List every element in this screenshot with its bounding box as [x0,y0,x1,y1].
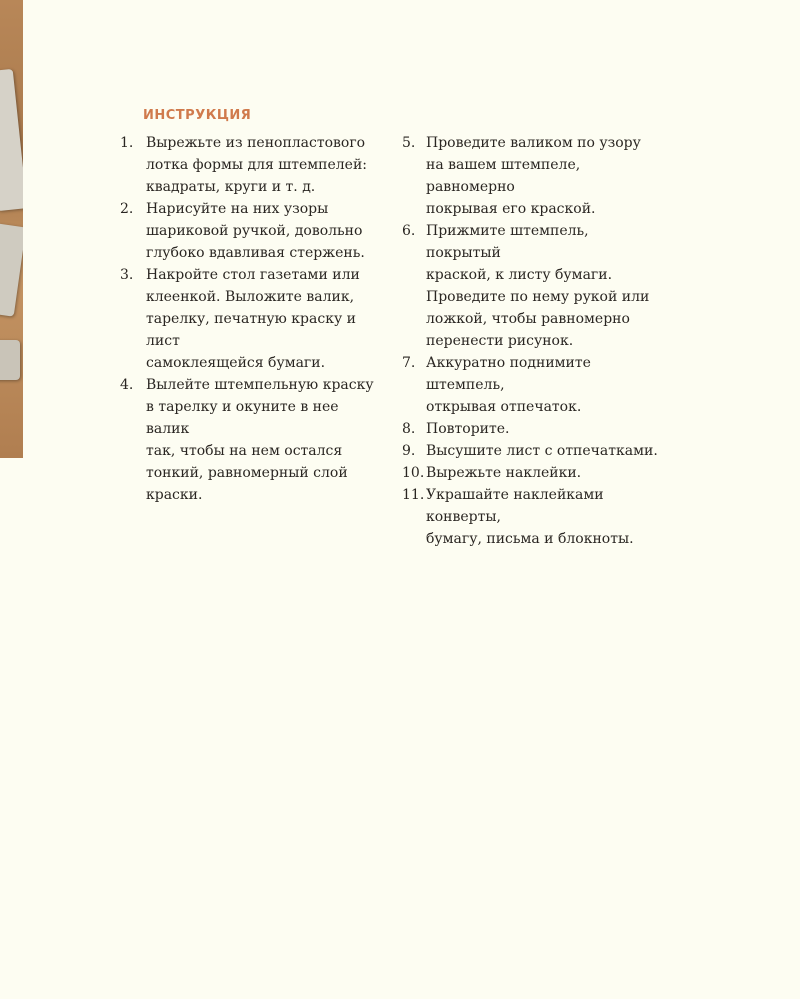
steps-list-left [120,132,380,506]
step-text: Высушите лист с отпечатками. [426,443,658,459]
step-text: Проведите валиком по узору на вашем штемпеле, равномерно покрывая его краской. [426,135,641,217]
step-item [402,440,664,462]
steps-list-right [402,132,664,550]
step-item [120,132,380,198]
step-item [402,352,664,418]
step-text: Вылейте штемпельную краску в тарелку и окуните в нее валик так, чтобы на нем остался тонкий, равномерный слой краски. [146,377,374,503]
instructions-heading: ИНСТРУКЦИЯ [143,108,252,123]
step-text: Вырежьте наклейки. [426,465,582,481]
step-number: 3. [120,267,134,283]
step-text: Нарисуйте на них узоры шариковой ручкой, довольно глубоко вдавливая стержень. [146,201,365,261]
photo-paper-shape [0,340,20,380]
step-text: Прижмите штемпель, покрытый краской, к листу бумаги. Проведите по нему рукой или ложкой, чтобы равномерно перенести рисунок. [426,223,650,349]
step-number: 8. [402,421,416,437]
step-number: 1. [120,135,134,151]
step-text: Аккуратно поднимите штемпель, открывая отпечаток. [426,355,591,415]
step-item [120,198,380,264]
step-item [402,462,664,484]
step-item [120,264,380,374]
step-text: Повторите. [426,421,510,437]
step-number: 2. [120,201,134,217]
step-number: 7. [402,355,416,371]
step-number: 11. [402,487,425,503]
step-item [402,418,664,440]
step-item [120,374,380,506]
step-text: Накройте стол газетами или клеенкой. Выложите валик, тарелку, печатную краску и лист самоклеящейся бумаги. [146,267,360,371]
step-item [402,484,664,550]
photo-paper-shape [0,223,23,316]
step-number: 9. [402,443,416,459]
photo-edge [0,0,23,458]
step-number: 5. [402,135,416,151]
photo-paper-shape [0,69,23,211]
step-item [402,132,664,220]
step-text: Украшайте наклейками конверты, бумагу, письма и блокноты. [426,487,634,547]
step-item [402,220,664,352]
step-number: 10. [402,465,425,481]
step-text: Вырежьте из пенопластового лотка формы для штемпелей: квадраты, круги и т. д. [146,135,368,195]
step-number: 4. [120,377,134,393]
step-number: 6. [402,223,416,239]
